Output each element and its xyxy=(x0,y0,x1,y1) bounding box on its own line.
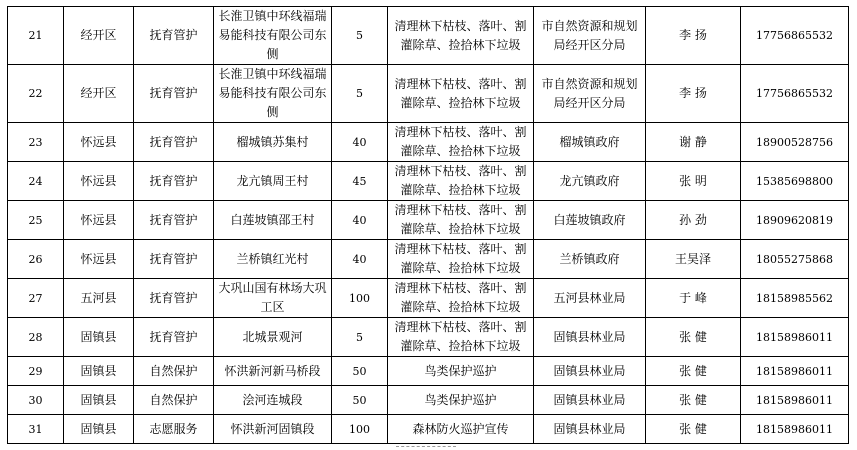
cell-location: 龙亢镇周王村 xyxy=(214,162,332,201)
cell-content: 清理林下枯枝、落叶、割灌除草、捡拾林下垃圾 xyxy=(388,65,534,123)
cell-responsible-unit: 五河县林业局 xyxy=(534,279,646,318)
table-row xyxy=(8,65,849,123)
cell-content: 清理林下枯枝、落叶、割灌除草、捡拾林下垃圾 xyxy=(388,162,534,201)
cell-area: 100 xyxy=(332,279,388,318)
cell-responsible-unit: 固镇县林业局 xyxy=(534,415,646,444)
cell-location: 长淮卫镇中环线福瑞易能科技有限公司东侧 xyxy=(214,7,332,65)
cell-district: 固镇县 xyxy=(64,357,134,386)
cell-content: 森林防火巡护宣传 xyxy=(388,415,534,444)
cell-content: 清理林下枯枝、落叶、割灌除草、捡拾林下垃圾 xyxy=(388,318,534,357)
cell-location: 兰桥镇红光村 xyxy=(214,240,332,279)
cell-district: 怀远县 xyxy=(64,162,134,201)
cell-district: 五河县 xyxy=(64,279,134,318)
cell-activity-type: 抚育管护 xyxy=(134,162,214,201)
cell-district: 经开区 xyxy=(64,65,134,123)
page-edge-marker xyxy=(396,446,456,447)
volunteer-activity-table xyxy=(7,6,849,444)
cell-responsible-unit: 固镇县林业局 xyxy=(534,386,646,415)
cell-activity-type: 抚育管护 xyxy=(134,7,214,65)
cell-district: 怀远县 xyxy=(64,123,134,162)
cell-content: 清理林下枯枝、落叶、割灌除草、捡拾林下垃圾 xyxy=(388,7,534,65)
cell-phone: 18158986011 xyxy=(741,386,849,415)
cell-number: 27 xyxy=(8,279,64,318)
cell-phone: 18158986011 xyxy=(741,357,849,386)
cell-number: 23 xyxy=(8,123,64,162)
cell-location: 榴城镇苏集村 xyxy=(214,123,332,162)
cell-area: 45 xyxy=(332,162,388,201)
cell-area: 100 xyxy=(332,415,388,444)
cell-content: 清理林下枯枝、落叶、割灌除草、捡拾林下垃圾 xyxy=(388,279,534,318)
cell-activity-type: 自然保护 xyxy=(134,386,214,415)
cell-contact-person: 张 健 xyxy=(646,386,741,415)
table-row xyxy=(8,240,849,279)
cell-activity-type: 自然保护 xyxy=(134,357,214,386)
table-row xyxy=(8,201,849,240)
cell-area: 5 xyxy=(332,7,388,65)
cell-number: 25 xyxy=(8,201,64,240)
cell-district: 经开区 xyxy=(64,7,134,65)
cell-phone: 17756865532 xyxy=(741,65,849,123)
table-row xyxy=(8,123,849,162)
cell-area: 50 xyxy=(332,386,388,415)
cell-number: 21 xyxy=(8,7,64,65)
cell-contact-person: 张 健 xyxy=(646,318,741,357)
cell-phone: 15385698800 xyxy=(741,162,849,201)
cell-phone: 18900528756 xyxy=(741,123,849,162)
cell-activity-type: 抚育管护 xyxy=(134,123,214,162)
cell-contact-person: 于 峰 xyxy=(646,279,741,318)
cell-number: 22 xyxy=(8,65,64,123)
table-row xyxy=(8,162,849,201)
cell-area: 50 xyxy=(332,357,388,386)
cell-area: 40 xyxy=(332,240,388,279)
cell-content: 清理林下枯枝、落叶、割灌除草、捡拾林下垃圾 xyxy=(388,240,534,279)
cell-district: 怀远县 xyxy=(64,201,134,240)
cell-responsible-unit: 市自然资源和规划局经开区分局 xyxy=(534,7,646,65)
table-row xyxy=(8,415,849,444)
cell-content: 清理林下枯枝、落叶、割灌除草、捡拾林下垃圾 xyxy=(388,123,534,162)
cell-activity-type: 抚育管护 xyxy=(134,65,214,123)
cell-responsible-unit: 榴城镇政府 xyxy=(534,123,646,162)
cell-contact-person: 张 明 xyxy=(646,162,741,201)
cell-contact-person: 孙 劲 xyxy=(646,201,741,240)
cell-district: 固镇县 xyxy=(64,318,134,357)
cell-activity-type: 抚育管护 xyxy=(134,240,214,279)
cell-phone: 18158986011 xyxy=(741,415,849,444)
cell-phone: 18158985562 xyxy=(741,279,849,318)
cell-contact-person: 张 健 xyxy=(646,415,741,444)
cell-content: 鸟类保护巡护 xyxy=(388,386,534,415)
cell-contact-person: 李 扬 xyxy=(646,7,741,65)
cell-activity-type: 志愿服务 xyxy=(134,415,214,444)
cell-number: 26 xyxy=(8,240,64,279)
cell-responsible-unit: 固镇县林业局 xyxy=(534,318,646,357)
cell-content: 鸟类保护巡护 xyxy=(388,357,534,386)
cell-district: 固镇县 xyxy=(64,386,134,415)
cell-area: 5 xyxy=(332,318,388,357)
cell-location: 大巩山国有林场大巩工区 xyxy=(214,279,332,318)
cell-contact-person: 张 健 xyxy=(646,357,741,386)
cell-location: 白莲坡镇邵王村 xyxy=(214,201,332,240)
cell-number: 31 xyxy=(8,415,64,444)
cell-location: 北城景观河 xyxy=(214,318,332,357)
cell-location: 怀洪新河新马桥段 xyxy=(214,357,332,386)
cell-phone: 18055275868 xyxy=(741,240,849,279)
cell-phone: 18158986011 xyxy=(741,318,849,357)
cell-location: 浍河连城段 xyxy=(214,386,332,415)
cell-content: 清理林下枯枝、落叶、割灌除草、捡拾林下垃圾 xyxy=(388,201,534,240)
cell-area: 5 xyxy=(332,65,388,123)
cell-number: 30 xyxy=(8,386,64,415)
cell-responsible-unit: 兰桥镇政府 xyxy=(534,240,646,279)
cell-location: 长淮卫镇中环线福瑞易能科技有限公司东侧 xyxy=(214,65,332,123)
cell-district: 固镇县 xyxy=(64,415,134,444)
cell-activity-type: 抚育管护 xyxy=(134,201,214,240)
table-row xyxy=(8,279,849,318)
cell-phone: 18909620819 xyxy=(741,201,849,240)
cell-activity-type: 抚育管护 xyxy=(134,318,214,357)
table-row xyxy=(8,386,849,415)
cell-number: 24 xyxy=(8,162,64,201)
cell-responsible-unit: 固镇县林业局 xyxy=(534,357,646,386)
cell-area: 40 xyxy=(332,201,388,240)
cell-responsible-unit: 龙亢镇政府 xyxy=(534,162,646,201)
cell-number: 28 xyxy=(8,318,64,357)
cell-activity-type: 抚育管护 xyxy=(134,279,214,318)
cell-number: 29 xyxy=(8,357,64,386)
cell-responsible-unit: 市自然资源和规划局经开区分局 xyxy=(534,65,646,123)
cell-area: 40 xyxy=(332,123,388,162)
cell-contact-person: 李 扬 xyxy=(646,65,741,123)
cell-district: 怀远县 xyxy=(64,240,134,279)
cell-location: 怀洪新河固镇段 xyxy=(214,415,332,444)
table-row xyxy=(8,357,849,386)
cell-responsible-unit: 白莲坡镇政府 xyxy=(534,201,646,240)
table-row xyxy=(8,318,849,357)
table-row xyxy=(8,7,849,65)
cell-contact-person: 王昊泽 xyxy=(646,240,741,279)
cell-phone: 17756865532 xyxy=(741,7,849,65)
cell-contact-person: 谢 静 xyxy=(646,123,741,162)
